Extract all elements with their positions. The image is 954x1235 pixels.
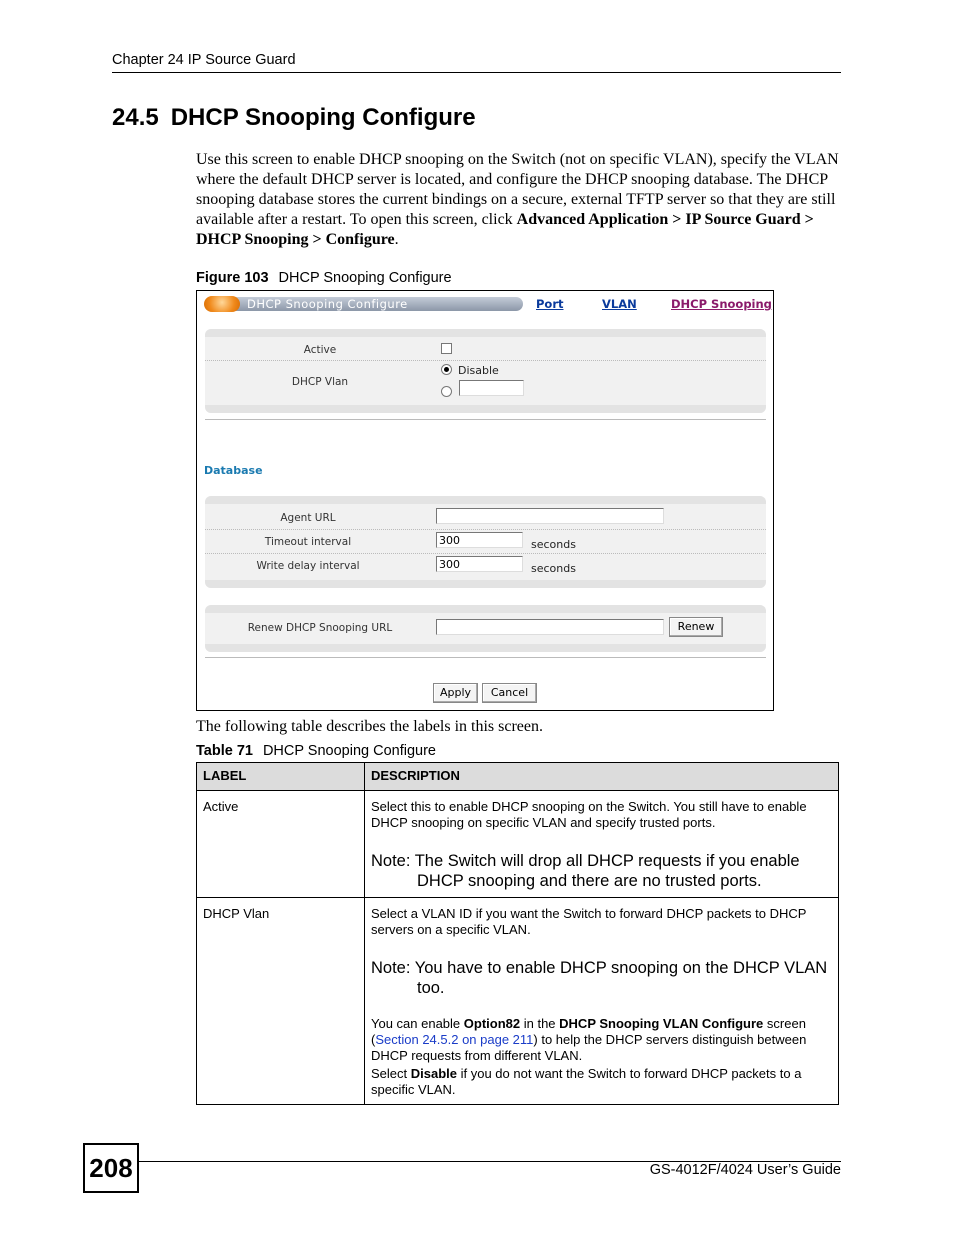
panel-top-strip (205, 605, 766, 613)
figure-label: Figure 103 (196, 270, 269, 286)
write-delay-label: Write delay interval (256, 560, 360, 572)
text-bold: Option82 (463, 1016, 521, 1031)
text: ) to help the DHCP servers distinguish between DHCP requests from different VLAN. (371, 1032, 807, 1063)
separator (205, 419, 766, 420)
page-number: 208 (83, 1143, 139, 1193)
figure-caption (196, 270, 452, 286)
table-caption-text: DHCP Snooping Configure (262, 743, 436, 759)
timeout-unit: seconds (531, 538, 576, 551)
screen-title-bar (205, 297, 523, 311)
link-dhcp-snooping[interactable]: DHCP Snooping (671, 297, 772, 311)
row-label: Active (197, 791, 365, 898)
section-number: 24.5 (112, 104, 159, 131)
panel-bottom-strip (205, 580, 766, 588)
database-panel (205, 496, 766, 588)
table-row (197, 898, 839, 1105)
renew-panel (205, 605, 766, 652)
table-label: Table 71 (196, 743, 253, 759)
panel-top-strip (205, 496, 766, 504)
table-row (197, 791, 839, 898)
text-bold: DHCP Snooping VLAN Configure (559, 1016, 764, 1031)
vlan-radio[interactable] (441, 386, 452, 397)
text: in the (520, 1016, 560, 1031)
active-checkbox[interactable] (441, 343, 452, 354)
text-bold: Disable (410, 1066, 457, 1081)
intro-text: Use this screen to enable DHCP snooping on the Switch (not on specific VLAN), specify the VLAN where the default DHCP server is located, and configure the DHCP snooping database. The DHCP snooping database stores the current bindings on a secure, external TFTP server so that they are still available after a restart. To open this screen, click (196, 151, 839, 228)
figure-caption-text: DHCP Snooping Configure (278, 270, 452, 286)
panel-bottom-strip (205, 405, 766, 413)
disable-text (371, 1066, 832, 1098)
text: You can enable (371, 1016, 464, 1031)
link-vlan[interactable]: VLAN (602, 297, 637, 311)
row-description (365, 898, 839, 1105)
table-caption (196, 743, 436, 759)
row-timeout (205, 530, 766, 554)
description-table (196, 762, 839, 1105)
footer-guide-title: GS-4012F/4024 User’s Guide (649, 1162, 841, 1178)
intro-text-end: . (394, 231, 399, 248)
row-agent-url (205, 505, 766, 530)
separator (205, 657, 766, 658)
agent-url-label: Agent URL (280, 512, 336, 524)
note-text: Note: You have to enable DHCP snooping on the DHCP VLAN too. (371, 959, 828, 997)
renew-url-input[interactable] (436, 619, 664, 635)
link-port[interactable]: Port (536, 297, 564, 311)
header-description: DESCRIPTION (365, 763, 839, 791)
timeout-input[interactable]: 300 (436, 532, 523, 548)
text: screen ( (371, 1016, 806, 1047)
following-text: The following table describes the labels in this screen. (196, 718, 544, 735)
section-title-text: DHCP Snooping Configure (170, 104, 476, 131)
description-text: Select a VLAN ID if you want the Switch to forward DHCP packets to DHCP servers on a specific VLAN. (371, 906, 807, 937)
panel-top-strip (205, 329, 766, 337)
disable-option-label: Disable (458, 364, 499, 377)
description-text: Select this to enable DHCP snooping on the Switch. You still have to enable DHCP snooping on specific VLAN and specify trusted ports. (371, 799, 807, 830)
cancel-button[interactable]: Cancel (482, 683, 537, 703)
row-write-delay (205, 554, 766, 578)
database-title: Database (204, 464, 263, 477)
active-label: Active (303, 344, 337, 356)
disable-radio[interactable] (441, 364, 452, 375)
text: if you do not want the Switch to forward DHCP packets to a specific VLAN. (371, 1066, 802, 1097)
header-rule (112, 72, 841, 73)
write-delay-input[interactable]: 300 (436, 556, 523, 572)
vlan-id-input[interactable] (459, 380, 524, 396)
text: Select (371, 1066, 411, 1081)
section-link[interactable]: Section 24.5.2 on page 211 (375, 1032, 534, 1047)
section-title (112, 104, 476, 132)
menu-path: Advanced Application > IP Source Guard > DHCP Snooping > Configure (196, 211, 814, 248)
dhcp-snooping-screen (196, 290, 774, 711)
note-text: Note: The Switch will drop all DHCP requests if you enable DHCP snooping and there are no trusted ports. (371, 852, 800, 890)
dhcp-vlan-label: DHCP Vlan (291, 376, 349, 388)
panel-bottom-strip (205, 644, 766, 652)
screen-title: DHCP Snooping Configure (247, 297, 408, 311)
general-panel (205, 329, 766, 413)
option82-text (371, 1016, 832, 1064)
table-header-row (197, 763, 839, 791)
running-head: Chapter 24 IP Source Guard (112, 52, 296, 68)
header-label: LABEL (197, 763, 365, 791)
row-description (365, 791, 839, 898)
title-orb-icon (204, 296, 240, 312)
row-active (205, 337, 766, 361)
timeout-label: Timeout interval (264, 536, 352, 548)
write-delay-unit: seconds (531, 562, 576, 575)
row-dhcp-vlan (205, 361, 766, 403)
renew-url-label: Renew DHCP Snooping URL (247, 622, 393, 634)
intro-paragraph (196, 150, 840, 250)
row-label: DHCP Vlan (197, 898, 365, 1105)
agent-url-input[interactable] (436, 508, 664, 524)
apply-button[interactable]: Apply (433, 683, 478, 703)
renew-button[interactable]: Renew (669, 617, 723, 637)
